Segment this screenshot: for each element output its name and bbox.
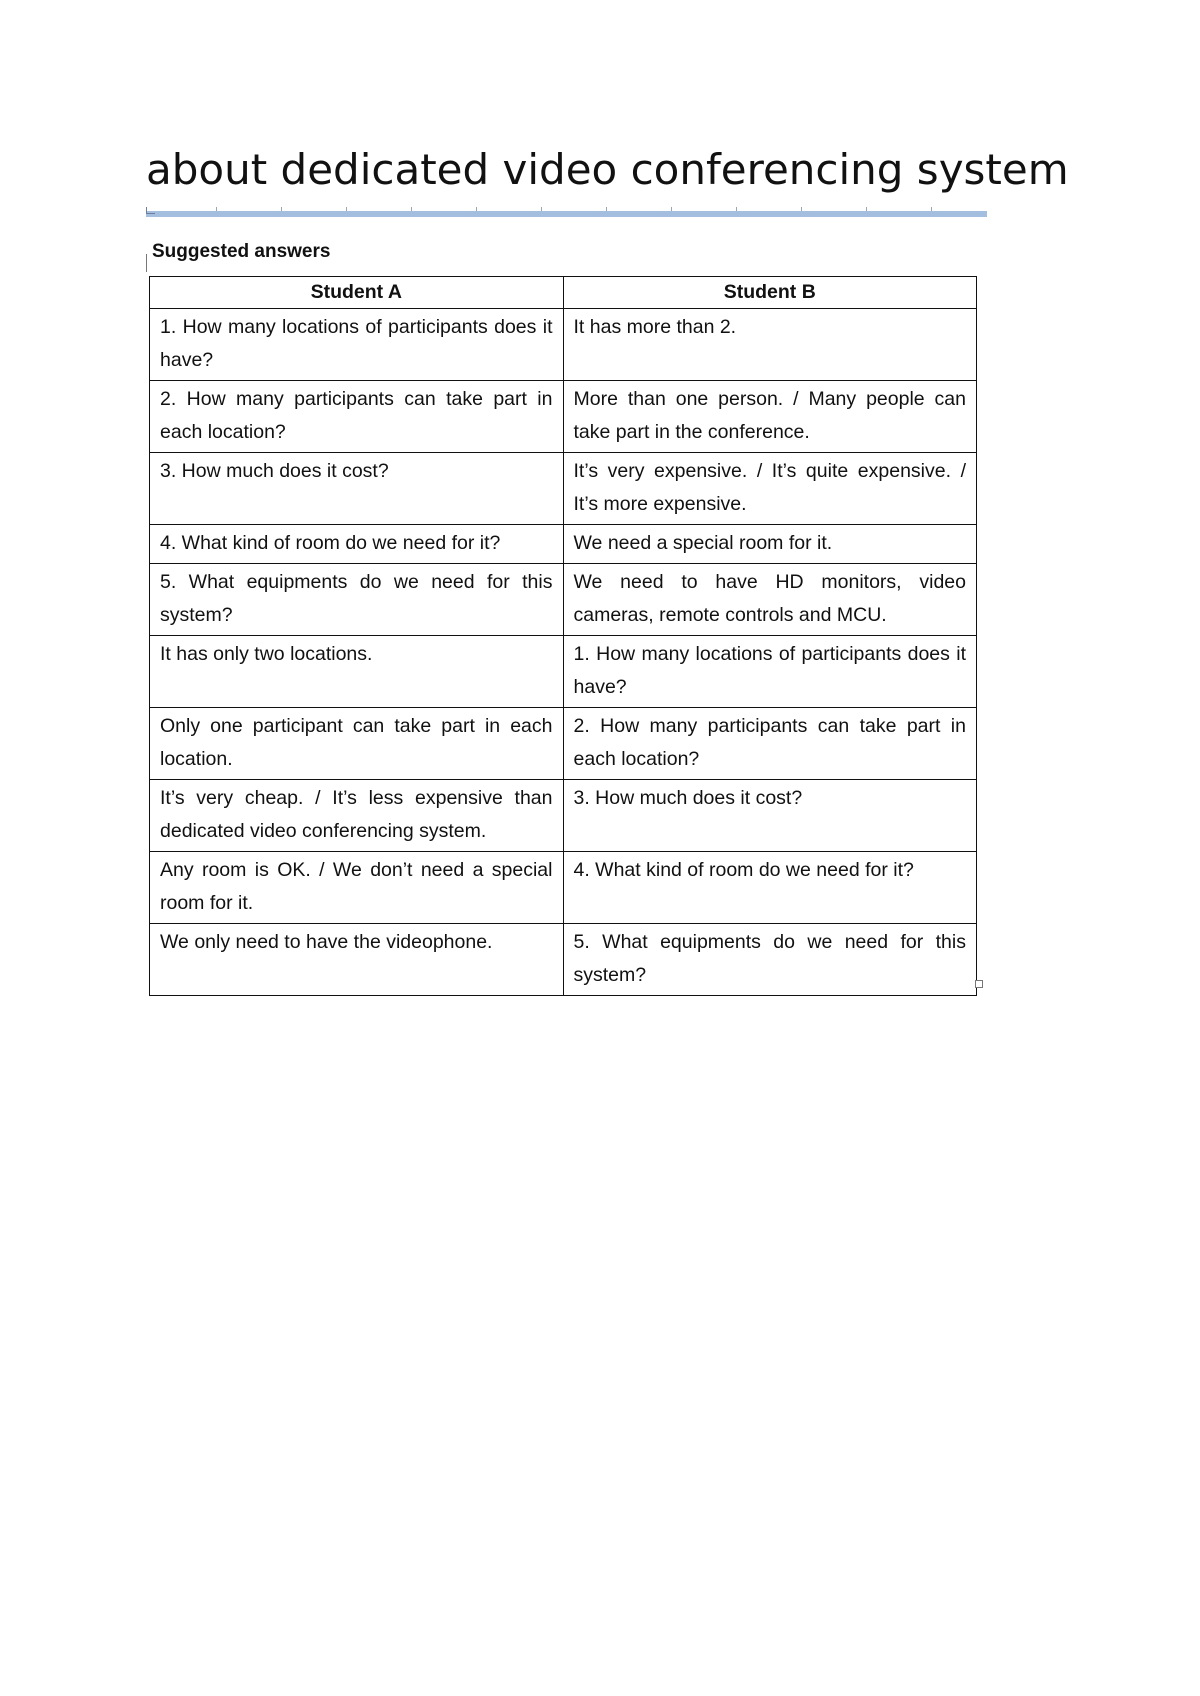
column-header-student-b: Student B xyxy=(563,277,977,309)
table-header-row xyxy=(150,277,977,309)
cell-student-a[interactable]: It’s very cheap. / It’s less expensive than dedicated video conferencing system. xyxy=(150,780,564,852)
cell-student-b[interactable]: 1. How many locations of participants does it have? xyxy=(563,636,977,708)
cell-student-a[interactable]: 5. What equipments do we need for this system? xyxy=(150,564,564,636)
table-resize-handle[interactable] xyxy=(975,980,983,988)
cell-student-a[interactable]: Any room is OK. / We don’t need a special room for it. xyxy=(150,852,564,924)
text-cursor xyxy=(146,254,147,272)
cell-student-a[interactable]: 1. How many locations of participants does it have? xyxy=(150,309,564,381)
title-underline-rule xyxy=(146,211,987,217)
cell-student-a[interactable]: 3. How much does it cost? xyxy=(150,453,564,525)
table-row xyxy=(150,309,977,381)
cell-student-a[interactable]: We only need to have the videophone. xyxy=(150,924,564,996)
column-header-student-a: Student A xyxy=(150,277,564,309)
table-row xyxy=(150,780,977,852)
cell-student-a[interactable]: 2. How many participants can take part in each location? xyxy=(150,381,564,453)
cell-student-b[interactable]: We need a special room for it. xyxy=(563,525,977,564)
cell-student-a[interactable]: Only one participant can take part in each location. xyxy=(150,708,564,780)
cell-student-a[interactable]: 4. What kind of room do we need for it? xyxy=(150,525,564,564)
cell-student-b[interactable]: 4. What kind of room do we need for it? xyxy=(563,852,977,924)
cell-student-b[interactable]: 2. How many participants can take part in each location? xyxy=(563,708,977,780)
cell-student-b[interactable]: We need to have HD monitors, video cameras, remote controls and MCU. xyxy=(563,564,977,636)
table-row xyxy=(150,636,977,708)
document-title: about dedicated video conferencing system xyxy=(146,145,1069,194)
table-row xyxy=(150,924,977,996)
cell-student-a[interactable]: It has only two locations. xyxy=(150,636,564,708)
table-row xyxy=(150,453,977,525)
cell-student-b[interactable]: It’s very expensive. / It’s quite expensive. / It’s more expensive. xyxy=(563,453,977,525)
table-row xyxy=(150,708,977,780)
answers-table[interactable] xyxy=(149,276,977,996)
table-row xyxy=(150,525,977,564)
table-row xyxy=(150,564,977,636)
cell-student-b[interactable]: 5. What equipments do we need for this system? xyxy=(563,924,977,996)
section-heading: Suggested answers xyxy=(152,241,331,262)
text-boundary-corner-mark xyxy=(146,207,155,214)
cell-student-b[interactable]: It has more than 2. xyxy=(563,309,977,381)
cell-student-b[interactable]: 3. How much does it cost? xyxy=(563,780,977,852)
cell-student-b[interactable]: More than one person. / Many people can take part in the conference. xyxy=(563,381,977,453)
table-row xyxy=(150,852,977,924)
table-row xyxy=(150,381,977,453)
